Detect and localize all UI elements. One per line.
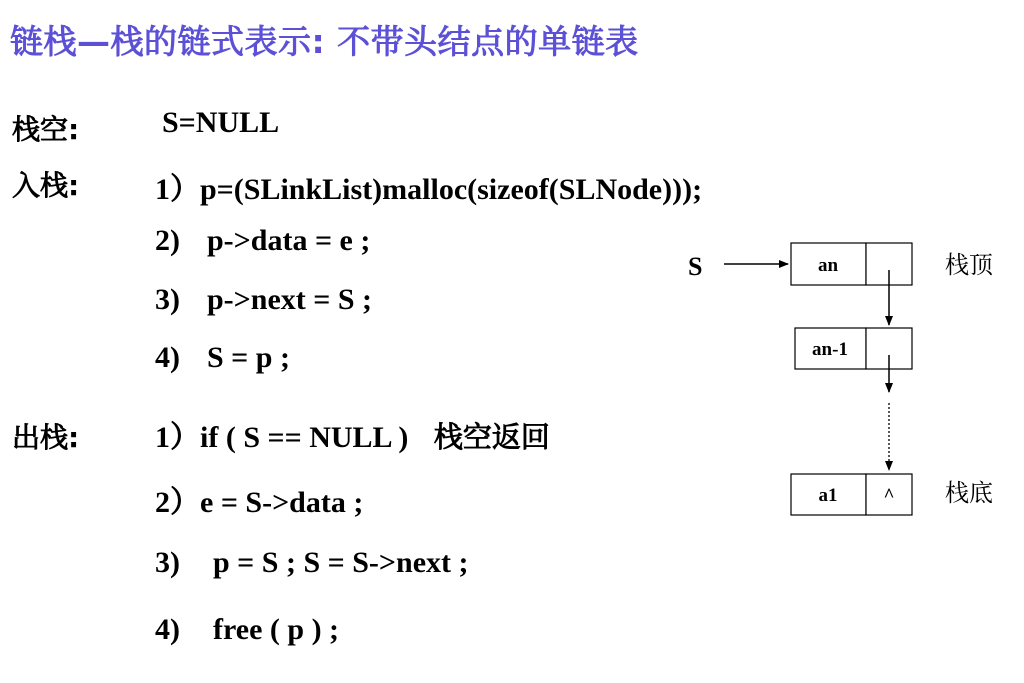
stack-top-label: 栈顶 (945, 251, 993, 279)
push-label: 入栈: (12, 169, 80, 202)
push-step-1-code: p=(SLinkList)malloc(sizeof(SLNode))); (200, 173, 703, 206)
push-step-1-num: 1） (155, 173, 200, 206)
pop-step-4-num: 4) (155, 613, 180, 646)
pop-step-3-code: p = S ; S = S->next ; (213, 546, 469, 579)
node-an-1-data: an-1 (812, 339, 848, 360)
empty-code: S=NULL (162, 106, 280, 139)
pop-step-1-code: if ( S == NULL ) (200, 421, 409, 454)
push-step-4-code: S = p ; (207, 341, 290, 374)
pop-step-4-code: free ( p ) ; (213, 613, 340, 646)
pop-label: 出栈: (12, 421, 80, 454)
node-an-1 (795, 328, 912, 369)
node-an-data: an (817, 255, 839, 276)
node-a1-data: a1 (818, 485, 838, 506)
page-title: 链栈—栈的链式表示: 不带头结点的单链表 (10, 22, 639, 61)
pop-step-3-num: 3) (155, 546, 180, 579)
push-step-4-num: 4) (155, 341, 180, 374)
push-step-2-num: 2) (155, 224, 180, 257)
node-an (791, 243, 912, 285)
node-a1 (791, 474, 912, 515)
pop-step-2-code: e = S->data ; (200, 486, 364, 519)
node-a1-next: ^ (883, 485, 895, 506)
stack-bottom-label: 栈底 (945, 479, 993, 507)
pop-step-1-num: 1） (155, 421, 200, 454)
pointer-s-label: S (688, 252, 703, 281)
push-step-3-num: 3) (155, 283, 180, 316)
push-step-3-code: p->next = S ; (207, 283, 373, 316)
pop-step-2-num: 2） (155, 486, 200, 519)
push-step-2-code: p->data = e ; (207, 224, 371, 257)
empty-label: 栈空: (12, 113, 80, 146)
pop-step-1-note: 栈空返回 (433, 420, 550, 454)
